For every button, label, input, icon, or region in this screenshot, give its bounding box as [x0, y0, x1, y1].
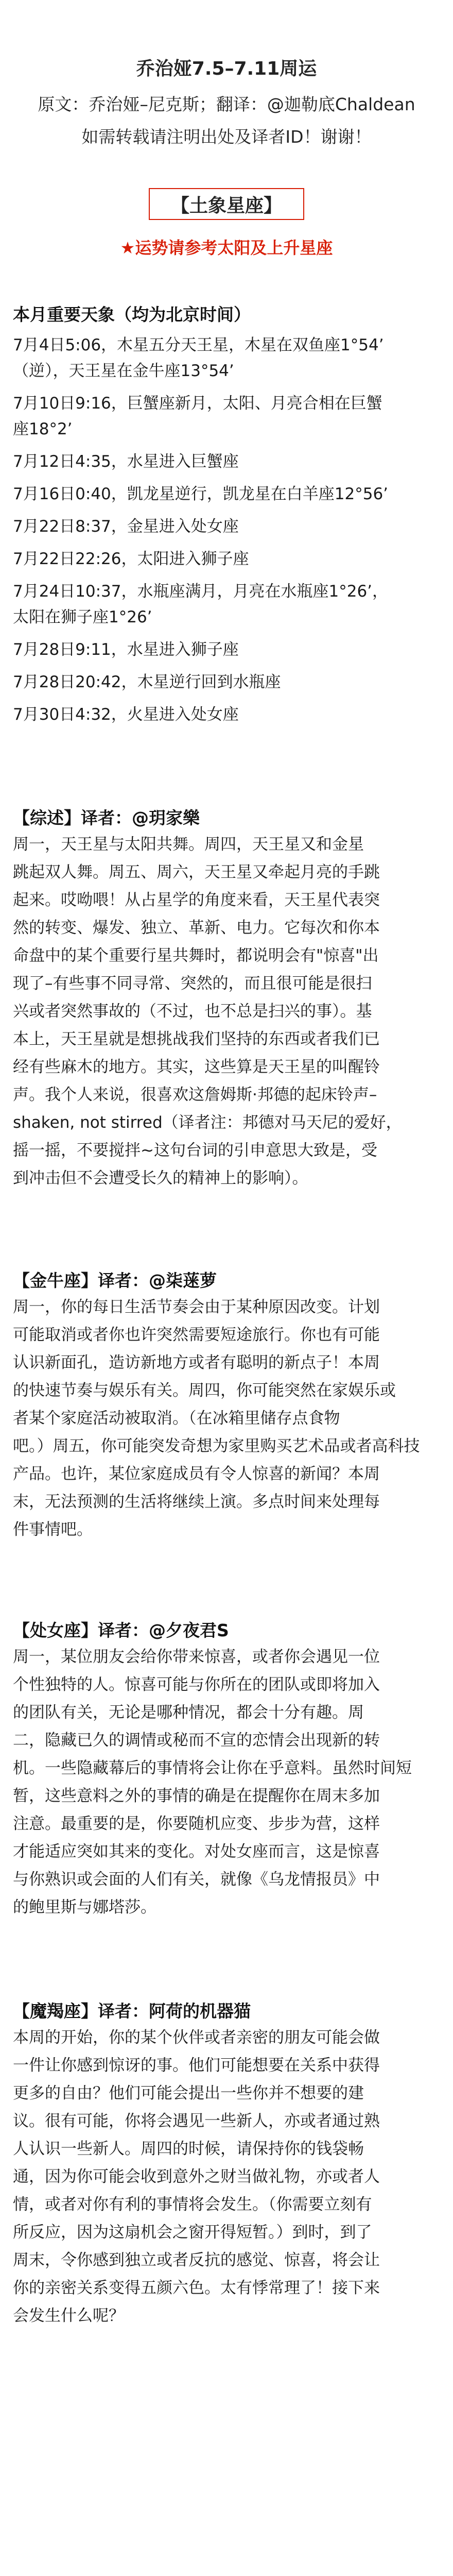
para-line: 与你熟识或会面的人们有关，就像《乌龙情报员》中: [13, 1870, 380, 1889]
para-line: 的快速节奏与娱乐有关。周四，你可能突然在家娱乐或: [13, 1381, 396, 1400]
para-line: 情，或者对你有利的事情将会发生。（你需要立刻有: [13, 2195, 372, 2214]
para-line: 暂，这些意料之外的事情的确是在提醒你在周末多加: [13, 1787, 380, 1805]
sign-group-label: [149, 188, 304, 220]
para-line: 周一，你的每日生活节奏会由于某种原因改变。计划: [13, 1298, 380, 1316]
para-line: 会发生什么呢？: [13, 2307, 125, 2325]
event-line: 7月10日9:16，巨蟹座新月，太阳、月亮合相在巨蟹: [13, 394, 382, 413]
para-line: 吧。）周五，你可能突发奇想为家里购买艺术品或者高科技: [13, 1437, 420, 1455]
para-line: 经有些麻木的地方。其实，这些算是天王星的叫醒铃: [13, 1058, 380, 1076]
section-heading-taurus: 【金牛座】译者：@柒蒾萝: [13, 1270, 217, 1291]
sign-group-text: 【土象星座】: [170, 195, 282, 216]
para-line: 到冲击但不会遭受长久的精神上的影响）。: [13, 1169, 308, 1188]
para-line: 声。我个人来说，很喜欢这詹姆斯·邦德的起床铃声–: [13, 1086, 377, 1104]
para-line: 本上，天王星就是想挑战我们坚持的东西或者我们已: [13, 1030, 380, 1048]
section-heading-virgo: 【处女座】译者：@夕夜君S: [13, 1620, 229, 1640]
event-line: 座18°2’: [13, 420, 73, 438]
para-line: 起来。哎呦喂！从占星学的角度来看，天王星代表突: [13, 891, 380, 909]
event-line: 7月22日22:26，太阳进入狮子座: [13, 550, 249, 568]
event-line: 7月12日4:35，水星进入巨蟹座: [13, 452, 239, 471]
repost-note: 如需转载请注明出处及译者ID！谢谢！: [81, 127, 372, 147]
byline: 原文：乔治娅–尼克斯；翻译：@迦勒底Chaldean: [38, 94, 415, 114]
para-line: 产品。也许，某位家庭成员有令人惊喜的新闻？本周: [13, 1465, 380, 1483]
para-line: 通，因为你可能会收到意外之财当做礼物，亦或者人: [13, 2167, 380, 2186]
para-line: 一件让你感到惊讶的事。他们可能想要在关系中获得: [13, 2056, 380, 2075]
para-line: 现了–有些事不同寻常、突然的，而且很可能是很扫: [13, 974, 372, 993]
para-line: 跳起双人舞。周五、周六，天王星又牵起月亮的手跳: [13, 863, 380, 882]
para-line: 认识新面孔，造访新地方或者有聪明的新点子！本周: [13, 1353, 380, 1372]
para-line: 可能取消或者你也许突然需要短途旅行。你也有可能: [13, 1326, 380, 1344]
para-line: 机。一些隐藏幕后的事情将会让你在乎意料。虽然时间短: [13, 1759, 412, 1777]
para-line: 件事情吧。: [13, 1520, 93, 1539]
para-line: 人认识一些新人。周四的时候，请保持你的钱袋畅: [13, 2140, 364, 2158]
para-line: 兴或者突然事故的（不过，也不总是扫兴的事）。基: [13, 1002, 372, 1021]
para-line: 命盘中的某个重要行星共舞时，都说明会有"惊喜"出: [13, 946, 379, 965]
para-line: 议。很有可能，你将会遇见一些新人，亦或者通过熟: [13, 2112, 380, 2130]
para-line: 摇一摇，不要搅拌~这句台词的引申意思大致是，受: [13, 1141, 377, 1160]
para-line: 你的亲密关系变得五颜六色。太有悸常理了！接下来: [13, 2279, 380, 2297]
para-line: 末，无法预测的生活将继续上演。多点时间来处理每: [13, 1493, 380, 1511]
para-line: 者某个家庭活动被取消。（在冰箱里储存点食物: [13, 1409, 340, 1428]
event-line: 7月22日8:37，金星进入处女座: [13, 517, 239, 536]
events-heading: 本月重要天象（均为北京时间）: [13, 304, 251, 325]
event-line: 7月28日20:42，木星逆行回到水瓶座: [13, 673, 281, 691]
para-line: 然的转变、爆发、独立、革新、电力。它每次和你本: [13, 919, 380, 937]
section-heading-overview: 【综述】译者：@玥家樂: [13, 808, 200, 828]
event-line: 7月28日9:11，水星进入狮子座: [13, 640, 239, 659]
event-line: （逆），天王星在金牛座13°54’: [13, 362, 234, 380]
para-line: 的鲍里斯与娜塔莎。: [13, 1898, 156, 1917]
para-line: 二，隐藏已久的调情或秘而不宣的恋情会出现新的转: [13, 1731, 380, 1750]
notice-text: ★运势请参考太阳及上升星座: [120, 238, 333, 258]
para-line: 才能适应突如其来的变化。对处女座而言，这是惊喜: [13, 1842, 380, 1861]
para-line: 周一，某位朋友会给你带来惊喜，或者你会遇见一位: [13, 1648, 380, 1666]
section-heading-capricorn: 【魔羯座】译者：阿荷的机器猫: [13, 2001, 251, 2021]
event-line: 7月24日10:37，水瓶座满月，月亮在水瓶座1°26’，: [13, 582, 389, 601]
para-line: 更多的自由？他们可能会提出一些你并不想要的建: [13, 2084, 364, 2103]
event-line: 太阳在狮子座1°26’: [13, 608, 152, 626]
para-line: shaken, not stirred（译者注：邦德对马天尼的爱好，: [13, 1113, 402, 1132]
event-line: 7月30日4:32，火星进入处女座: [13, 705, 239, 724]
para-line: 本周的开始，你的某个伙伴或者亲密的朋友可能会做: [13, 2028, 380, 2047]
event-line: 7月4日5:06，木星五分天王星，木星在双鱼座1°54’: [13, 336, 384, 354]
para-line: 所反应，因为这扇机会之窗开得短暂。）到时，到了: [13, 2223, 372, 2242]
page-title: 乔治娅7.5–7.11周运: [136, 58, 317, 79]
para-line: 注意。最重要的是，你要随机应变、步步为营，这样: [13, 1815, 380, 1833]
para-line: 个性独特的人。惊喜可能与你所在的团队或即将加入: [13, 1675, 380, 1694]
para-line: 周一，天王星与太阳共舞。周四，天王星又和金星: [13, 835, 364, 854]
para-line: 的团队有关，无论是哪种情况，都会十分有趣。周: [13, 1703, 364, 1722]
para-line: 周末，令你感到独立或者反抗的感觉、惊喜，将会让: [13, 2251, 380, 2269]
event-line: 7月16日0:40，凯龙星逆行，凯龙星在白羊座12°56’: [13, 485, 389, 503]
